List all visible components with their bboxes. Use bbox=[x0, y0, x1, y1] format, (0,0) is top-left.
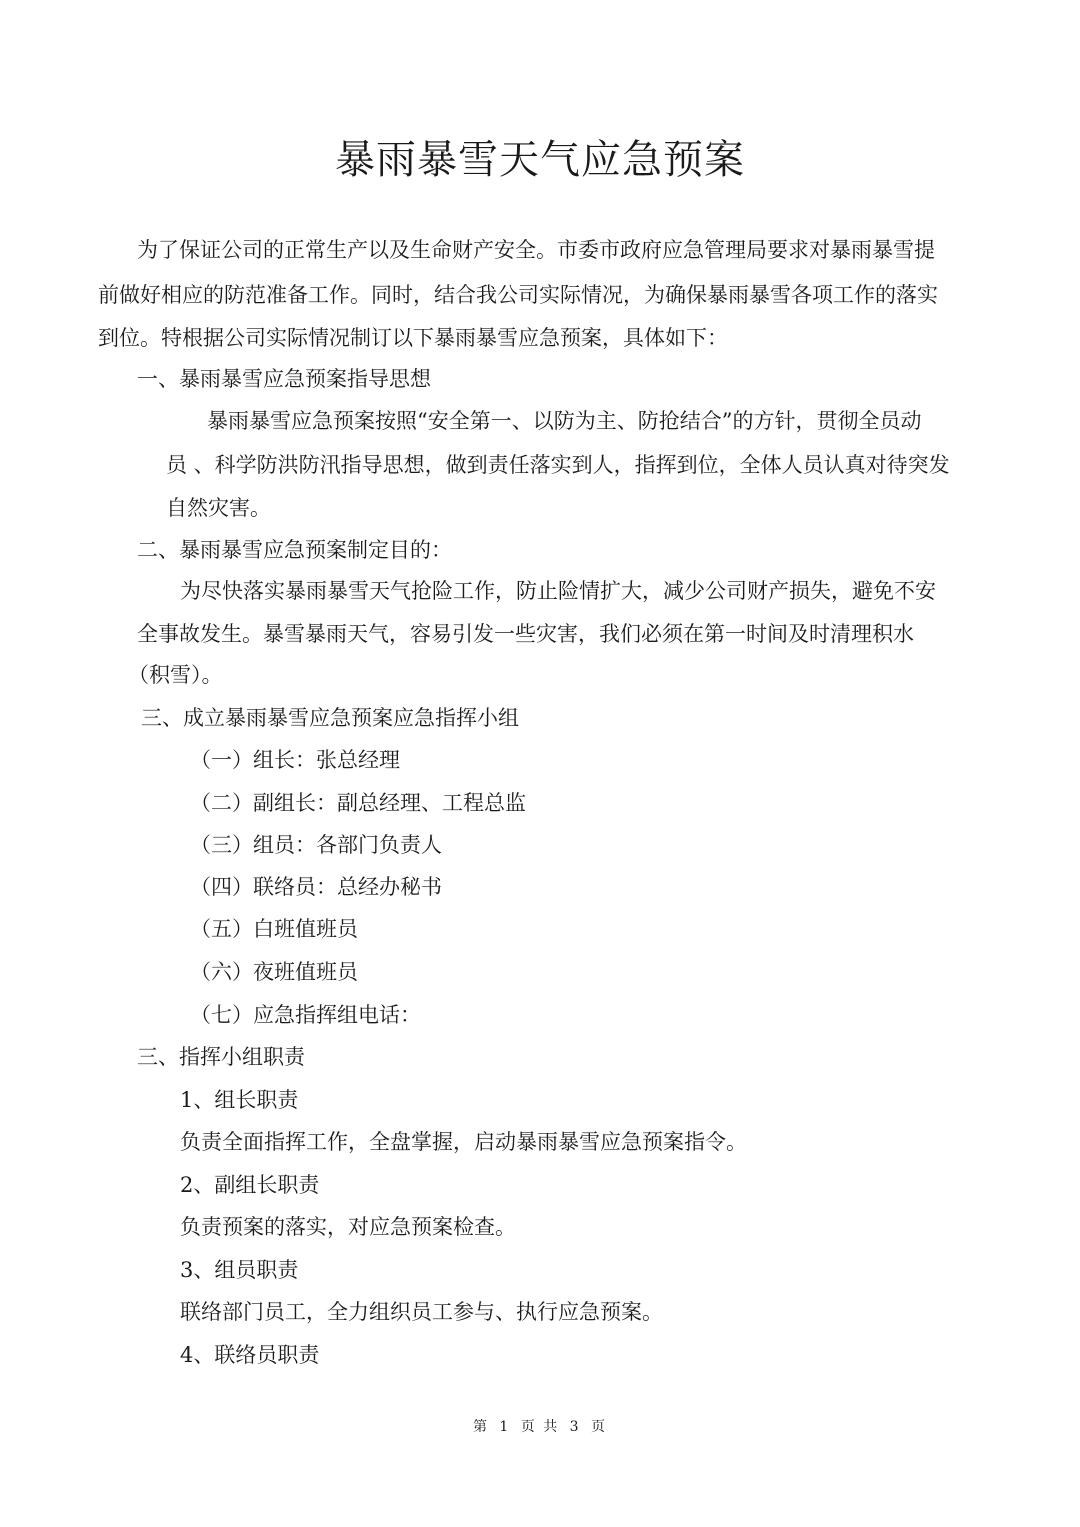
section-1-line-3: 自然灾害。 bbox=[166, 496, 271, 520]
section-1-line-1: 暴雨暴雪应急预案按照“安全第一、以防为主、防抢结合”的方针，贯彻全员动 bbox=[207, 409, 922, 433]
intro-line-3: 到位。特根据公司实际情况制订以下暴雨暴雪应急预案，具体如下： bbox=[98, 326, 728, 350]
section-heading-4: 三、指挥小组职责 bbox=[137, 1045, 305, 1069]
duty-heading-3: 3、组员职责 bbox=[180, 1258, 299, 1282]
page-footer bbox=[0, 1416, 1080, 1436]
duty-text-3: 联络部门员工，全力组织员工参与、执行应急预案。 bbox=[180, 1300, 663, 1324]
duty-heading-2: 2、副组长职责 bbox=[180, 1173, 320, 1197]
footer-prefix: 第 bbox=[472, 1419, 489, 1435]
section-heading-3: 三、成立暴雨暴雪应急预案应急指挥小组 bbox=[141, 706, 519, 730]
footer-current-page: 1 bbox=[499, 1419, 511, 1435]
deputy-leader-item: （二）副组长：副总经理、工程总监 bbox=[190, 791, 526, 815]
footer-total-pages: 3 bbox=[569, 1419, 581, 1435]
duty-text-1: 负责全面指挥工作，全盘掌握，启动暴雨暴雪应急预案指令。 bbox=[180, 1130, 747, 1154]
liaison-item: （四）联络员：总经办秘书 bbox=[190, 875, 442, 899]
section-heading-2: 二、暴雨暴雪应急预案制定目的： bbox=[137, 538, 452, 562]
footer-mid: 页 共 bbox=[520, 1419, 560, 1435]
section-2-line-2: 全事故发生。暴雪暴雨天气，容易引发一些灾害，我们必须在第一时间及时清理积水 bbox=[137, 622, 914, 646]
duty-text-2: 负责预案的落实，对应急预案检查。 bbox=[180, 1215, 516, 1239]
section-1-line-2: 员 、科学防洪防汛指导思想，做到责任落实到人，指挥到位，全体人员认真对待突发 bbox=[166, 453, 950, 477]
intro-line-1: 为了保证公司的正常生产以及生命财产安全。市委市政府应急管理局要求对暴雨暴雪提 bbox=[137, 238, 935, 262]
section-2-line-3: （积雪）。 bbox=[128, 663, 223, 687]
emergency-phone-item: （七）应急指挥组电话： bbox=[190, 1003, 421, 1027]
team-members-item: （三）组员：各部门负责人 bbox=[190, 833, 442, 857]
night-duty-item: （六）夜班值班员 bbox=[190, 960, 358, 984]
duty-heading-4: 4、联络员职责 bbox=[180, 1343, 320, 1367]
section-2-line-1: 为尽快落实暴雨暴雪天气抢险工作，防止险情扩大，减少公司财产损失，避免不安 bbox=[180, 579, 936, 603]
document-title: 暴雨暴雪天气应急预案 bbox=[335, 137, 745, 183]
duty-heading-1: 1、组长职责 bbox=[180, 1088, 299, 1112]
section-heading-1: 一、暴雨暴雪应急预案指导思想 bbox=[137, 367, 431, 391]
day-duty-item: （五）白班值班员 bbox=[190, 917, 358, 941]
team-leader-item: （一）组长：张总经理 bbox=[190, 748, 400, 772]
intro-line-2: 前做好相应的防范准备工作。同时，结合我公司实际情况，为确保暴雨暴雪各项工作的落实 bbox=[98, 283, 938, 307]
footer-suffix: 页 bbox=[591, 1419, 608, 1435]
